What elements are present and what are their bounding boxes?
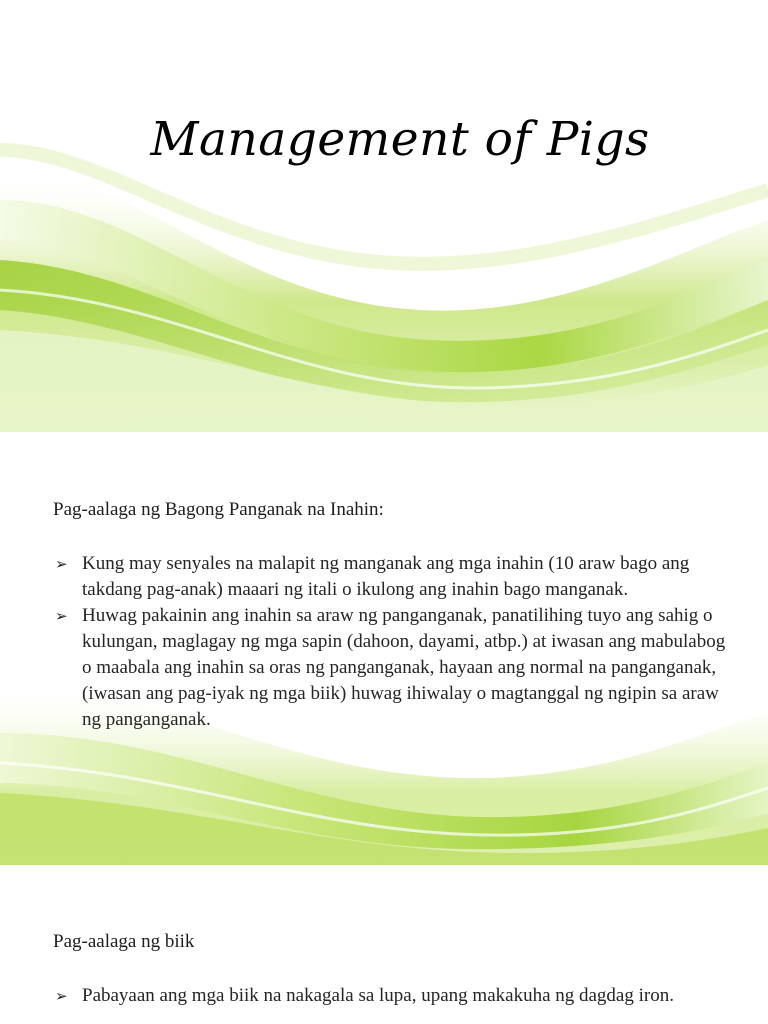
bullet-item	[53, 603, 733, 733]
bullet-text: Huwag pakainin ang inahin sa araw ng panganganak, panatilihing tuyo ang sahig o kulungan, maglagay ng mga sapin (dahoon, dayami, atbp.) at iwasan ang mabulabog o maabala ang inahin sa oras ng panganganak, hayaan ang normal na panganganak, (iwasan ang pag-iyak ng mga biik) huwag ihiwalay o magtanggal ng ngipin sa araw ng panganganak.	[82, 605, 726, 730]
slide-content-1	[0, 433, 768, 865]
arrow-bullet-icon: ➢	[55, 607, 68, 625]
bullet-item	[53, 983, 733, 1009]
slide-title-text: Management of Pigs	[150, 112, 650, 167]
arrow-bullet-icon: ➢	[55, 987, 68, 1005]
bullet-list	[53, 551, 733, 733]
green-wave-background	[0, 0, 768, 432]
bullet-list	[53, 983, 733, 1009]
bullet-text: Pabayaan ang mga biik na nakagala sa lupa, upang makakuha ng dagdag iron.	[82, 985, 674, 1006]
slide-title	[0, 0, 768, 432]
bullet-item	[53, 551, 733, 603]
section-heading: Pag-aalaga ng Bagong Panganak na Inahin:	[53, 499, 384, 520]
section-heading: Pag-aalaga ng biik	[53, 931, 195, 952]
bullet-text: Kung may senyales na malapit ng manganak ang mga inahin (10 araw bago ang takdang pag-anak) maaari ng itali o ikulong ang inahin bago manganak.	[82, 553, 690, 600]
arrow-bullet-icon: ➢	[55, 555, 68, 573]
slide-content-2	[0, 866, 768, 1024]
